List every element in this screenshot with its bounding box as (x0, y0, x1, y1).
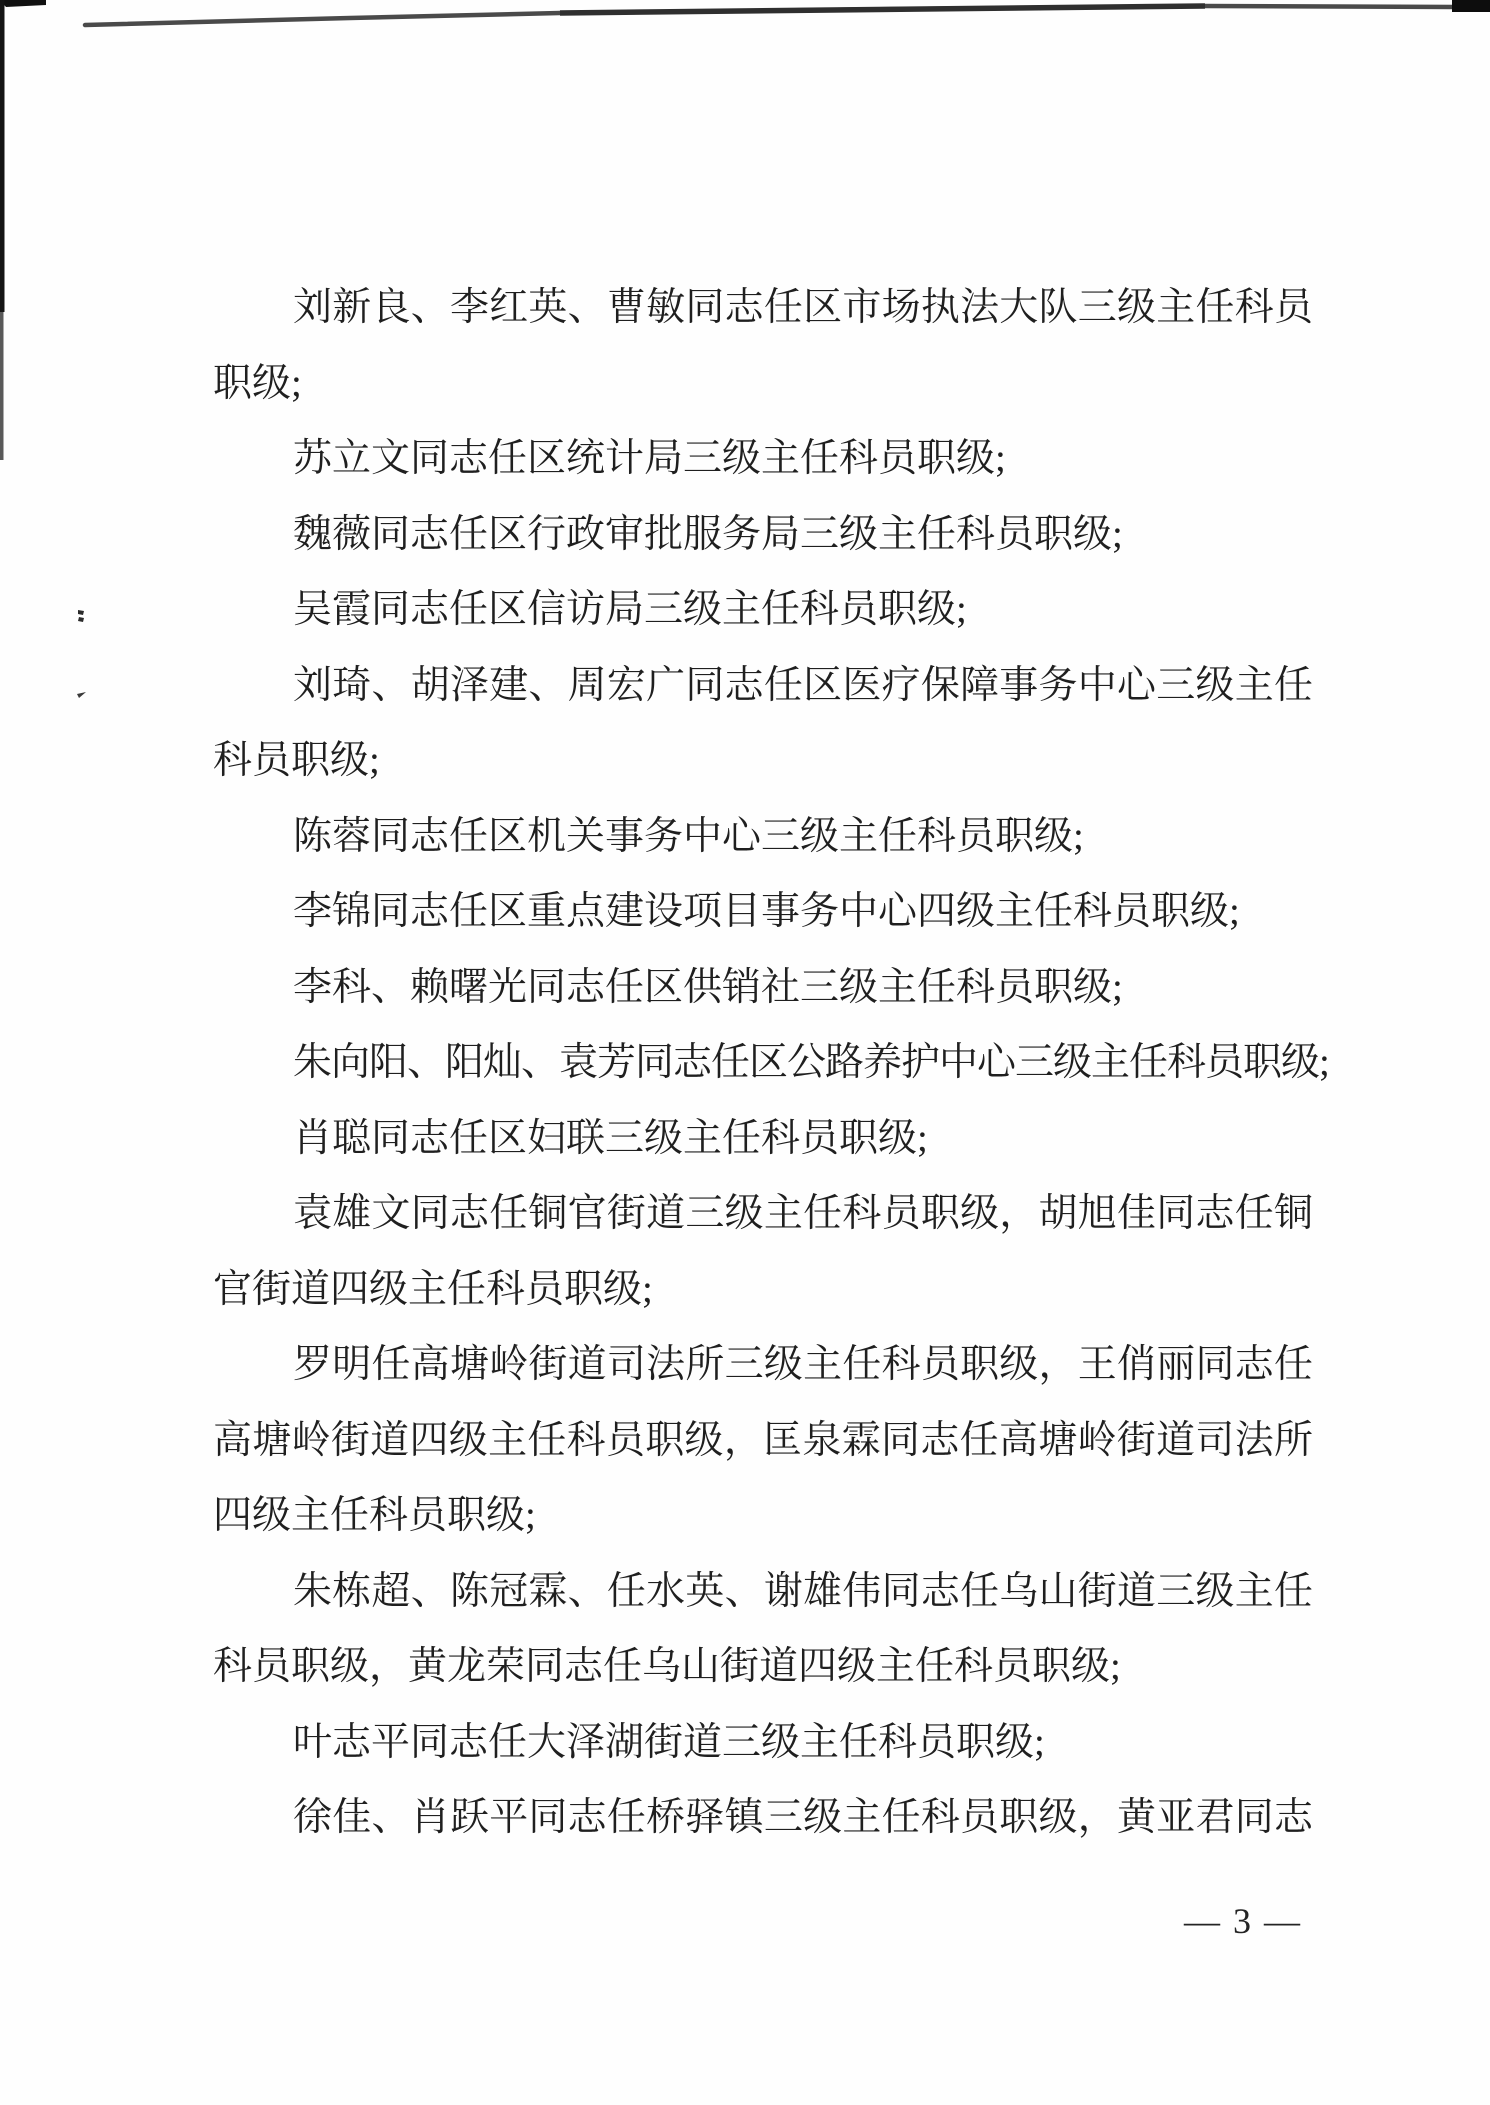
document-line: 袁雄文同志任铜官街道三级主任科员职级，胡旭佳同志任铜 (293, 1192, 1313, 1235)
scan-left-edge-line (0, 0, 5, 312)
document-line: 徐佳、肖跃平同志任桥驿镇三级主任科员职级，黄亚君同志 (293, 1796, 1313, 1839)
document-line: 李科、赖曙光同志任区供销社三级主任科员职级; (293, 965, 1123, 1009)
scan-top-right-blob (1452, 0, 1490, 12)
document-line: 刘新良、李红英、曹敏同志任区市场执法大队三级主任科员 (293, 286, 1313, 329)
document-line: 科员职级，黄龙荣同志任乌山街道四级主任科员职级; (213, 1645, 1121, 1688)
document-line: 职级; (213, 361, 302, 405)
document-line: 陈蓉同志任区机关事务中心三级主任科员职级; (293, 814, 1084, 858)
document-line: 罗明任高塘岭街道司法所三级主任科员职级，王俏丽同志任 (293, 1343, 1313, 1386)
scan-speck-1 (78, 610, 84, 622)
document-line: 科员职级; (213, 739, 380, 782)
document-line: 官街道四级主任科员职级; (213, 1267, 653, 1311)
document-line: 魏薇同志任区行政审批服务局三级主任科员职级; (293, 512, 1123, 556)
scan-top-left-mark (0, 0, 46, 7)
document-line: 朱栋超、陈冠霖、任水英、谢雄伟同志任乌山街道三级主任 (293, 1569, 1313, 1613)
document-line: 四级主任科员职级; (213, 1494, 536, 1537)
document-line: 朱向阳、阳灿、袁芳同志任区公路养护中心三级主任科员职级; (293, 1041, 1329, 1084)
document-line: 吴霞同志任区信访局三级主任科员职级; (293, 588, 967, 631)
document-line: 肖聪同志任区妇联三级主任科员职级; (293, 1116, 928, 1160)
document-line: 李锦同志任区重点建设项目事务中心四级主任科员职级; (293, 890, 1240, 933)
page-number: — 3 — (1184, 1901, 1302, 1941)
document-line: 叶志平同志任大泽湖街道三级主任科员职级; (293, 1720, 1045, 1764)
document-line: 苏立文同志任区统计局三级主任科员职级; (293, 437, 1006, 480)
scan-top-edge-line (85, 6, 1455, 25)
document-body (213, 270, 1329, 1856)
scan-speck-2 (77, 692, 86, 698)
document-line: 刘琦、胡泽建、周宏广同志任区医疗保障事务中心三级主任 (293, 663, 1313, 707)
document-line: 高塘岭街道四级主任科员职级，匡泉霖同志任高塘岭街道司法所 (213, 1418, 1313, 1462)
